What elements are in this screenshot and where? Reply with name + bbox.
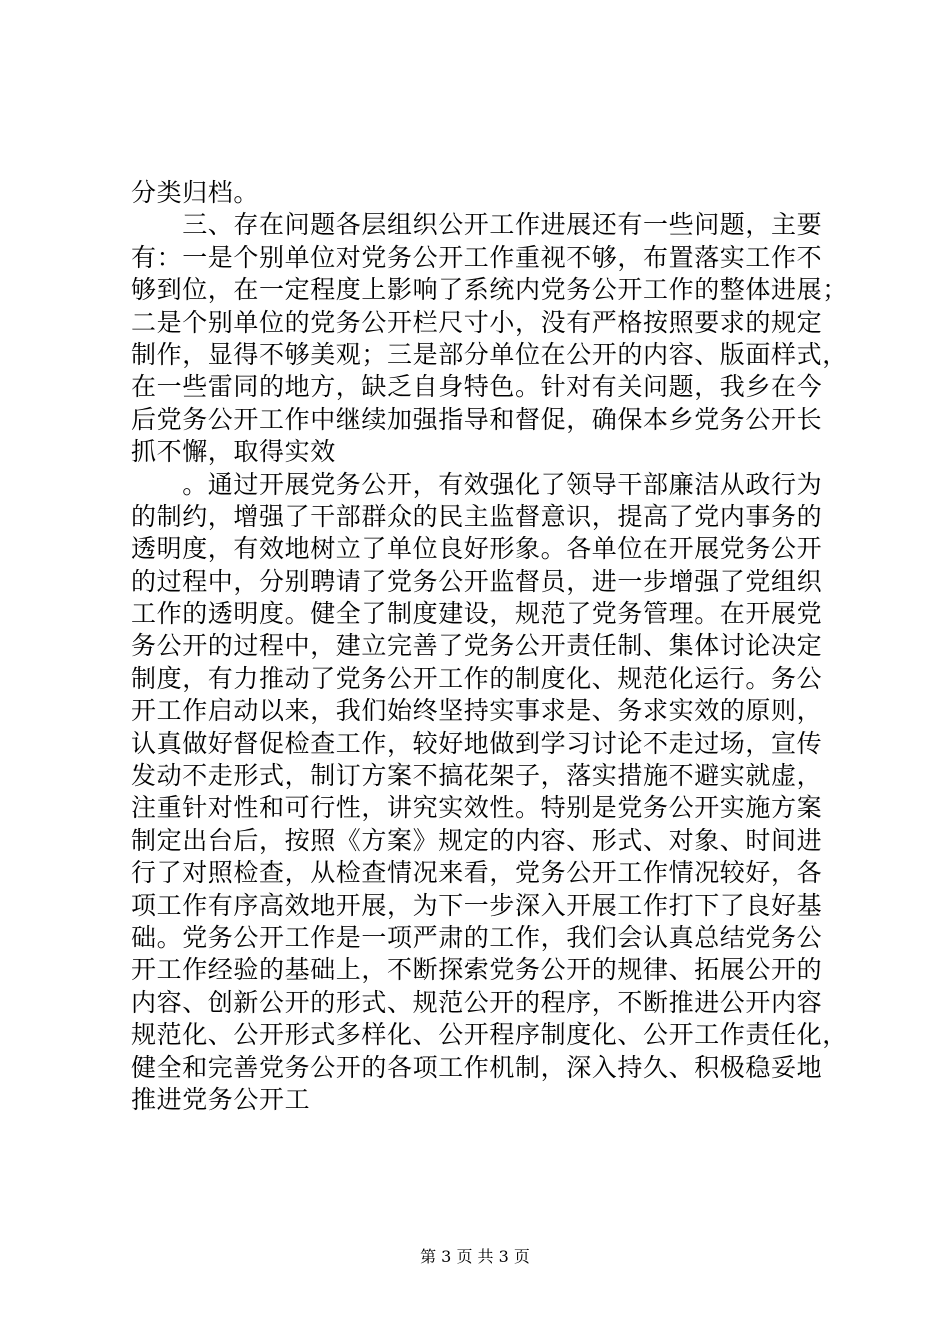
text-line: 务公开的过程中，建立完善了党务公开责任制、集体讨论决定 bbox=[131, 631, 823, 661]
text-line: 工作的透明度。健全了制度建设，规范了党务管理。在开展党 bbox=[131, 599, 823, 629]
text-line: 础。党务公开工作是一项严肃的工作，我们会认真总结党务公 bbox=[131, 922, 823, 952]
body-text bbox=[131, 177, 851, 1116]
text-line: 注重针对性和可行性，讲究实效性。特别是党务公开实施方案 bbox=[131, 793, 823, 823]
text-line: 后党务公开工作中继续加强指导和督促，确保本乡党务公开长 bbox=[131, 404, 823, 434]
text-line: 健全和完善党务公开的各项工作机制，深入持久、积极稳妥地 bbox=[131, 1052, 823, 1082]
text-line: 制定出台后，按照《方案》规定的内容、形式、对象、时间进 bbox=[131, 825, 823, 855]
text-line: 有：一是个别单位对党务公开工作重视不够，布置落实工作不 bbox=[131, 242, 823, 272]
text-line: 行了对照检查，从检查情况来看，党务公开工作情况较好，各 bbox=[131, 858, 823, 888]
text-line: 制度，有力推动了党务公开工作的制度化、规范化运行。务公 bbox=[131, 663, 823, 693]
text-line: 的过程中，分别聘请了党务公开监督员，进一步增强了党组织 bbox=[131, 566, 823, 596]
page-footer: 第 3 页 共 3 页 bbox=[420, 1247, 530, 1266]
text-line: 开工作经验的基础上，不断探索党务公开的规律、拓展公开的 bbox=[131, 955, 823, 985]
text-line: 三、存在问题各层组织公开工作进展还有一些问题，主要 bbox=[131, 210, 823, 240]
text-line: 在一些雷同的地方，缺乏自身特色。针对有关问题，我乡在今 bbox=[131, 372, 823, 402]
text-line: 规范化、公开形式多样化、公开程序制度化、公开工作责任化， bbox=[131, 1020, 848, 1050]
text-line: 抓不懈，取得实效 bbox=[131, 437, 336, 467]
text-line: 项工作有序高效地开展，为下一步深入开展工作打下了良好基 bbox=[131, 890, 823, 920]
text-line: 二是个别单位的党务公开栏尺寸小，没有严格按照要求的规定 bbox=[131, 307, 823, 337]
text-line: 够到位，在一定程度上影响了系统内党务公开工作的整体进展； bbox=[131, 275, 848, 305]
text-line: 透明度，有效地树立了单位良好形象。各单位在开展党务公开 bbox=[131, 534, 823, 564]
text-line: 分类归档。 bbox=[131, 178, 260, 207]
text-line: 开工作启动以来，我们始终坚持实事求是、务求实效的原则， bbox=[131, 696, 823, 726]
text-line: 制作，显得不够美观；三是部分单位在公开的内容、版面样式， bbox=[131, 339, 848, 369]
text-line: 的制约，增强了干部群众的民主监督意识，提高了党内事务的 bbox=[131, 501, 823, 531]
text-line: 推进党务公开工 bbox=[131, 1084, 311, 1114]
text-line: 发动不走形式，制订方案不搞花架子，落实措施不避实就虚， bbox=[131, 761, 823, 791]
text-line: 认真做好督促检查工作，较好地做到学习讨论不走过场，宣传 bbox=[131, 728, 823, 758]
text-line: 内容、创新公开的形式、规范公开的程序，不断推进公开内容 bbox=[131, 987, 823, 1017]
text-line: 。通过开展党务公开，有效强化了领导干部廉洁从政行为 bbox=[131, 469, 823, 499]
